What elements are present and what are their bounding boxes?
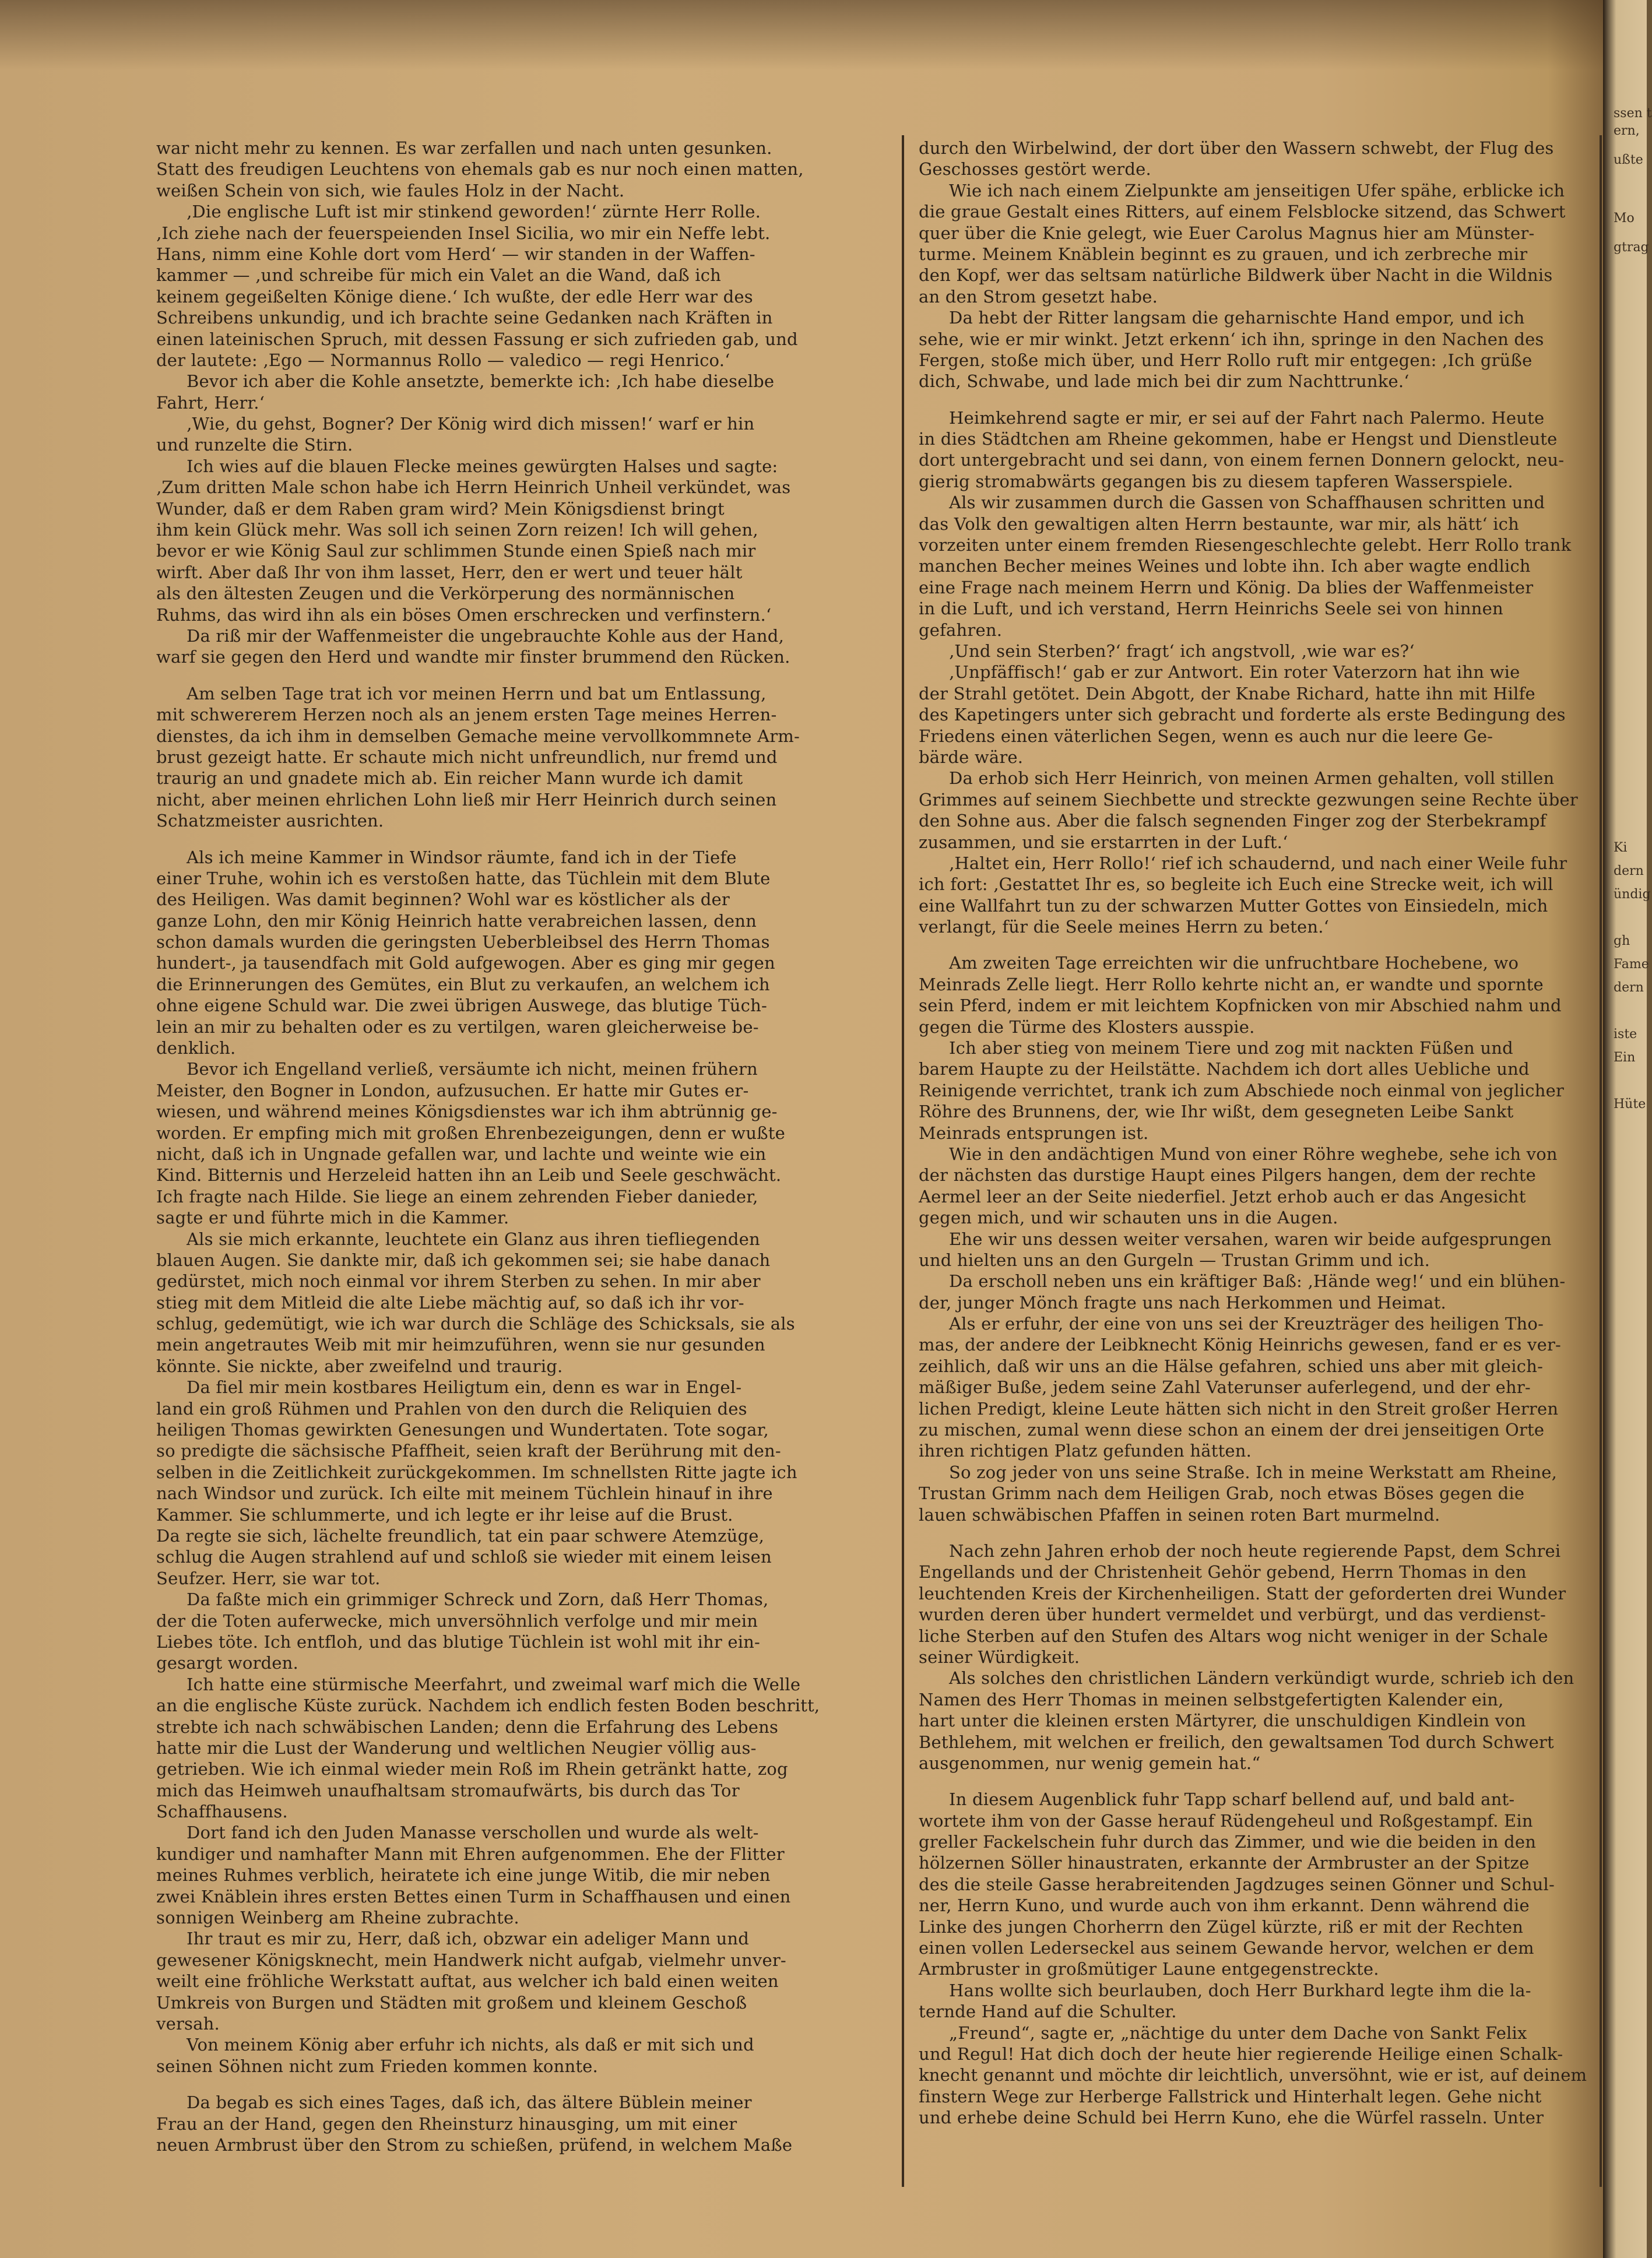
text-line: so predigte die sächsische Pfaffheit, seien kraft der Berührung mit den- [156, 1441, 781, 1461]
text-line: Armbruster in großmütiger Laune entgegenstreckte. [919, 1959, 1379, 1979]
text-line: denklich. [156, 1038, 236, 1058]
text-line: mäßiger Buße, jedem seine Zahl Vaterunser auferlegend, und der ehr- [919, 1377, 1531, 1398]
text-line: Kind. Bitternis und Herzeleid hatten ihn an Leib und Seele geschwächt. [156, 1165, 782, 1186]
text-line: hölzernen Söller hinaustraten, erkannte der Armbruster an der Spitze [919, 1853, 1530, 1873]
text-line: ‚Und sein Sterben?‘ fragt‘ ich angstvoll, ‚wie war es?‘ [949, 641, 1415, 661]
text-line: sehe, wie er mir winkt. Jetzt erkenn‘ ich ihn, springe in den Nachen des [919, 329, 1544, 349]
text-line: Da fiel mir mein kostbares Heiligtum ein, denn es war in Engel- [187, 1377, 742, 1398]
text-line: selben in die Zeitlichkeit zurückgekommen. Im schnellsten Ritte jagte ich [156, 1462, 797, 1482]
text-line: Ruhms, das wird ihn als ein böses Omen erschrecken und verfinstern.‘ [156, 604, 772, 625]
text-line: Wie ich nach einem Zielpunkte am jenseitigen Ufer spähe, erblicke ich [949, 180, 1565, 201]
text-line: gedürstet, mich noch einmal vor ihrem Sterben zu sehen. In mir aber [156, 1271, 761, 1292]
adjacent-page-fragment: gtrag [1614, 240, 1649, 255]
text-line: der, junger Mönch fragte uns nach Herkommen und Heimat. [919, 1292, 1446, 1313]
text-line: hart unter die kleinen ersten Märtyrer, die unschuldigen Kindlein von [919, 1711, 1526, 1731]
text-line: durch den Wirbelwind, der dort über den Wassern schwebt, der Flug des [919, 138, 1554, 158]
text-line: Grimmes auf seinem Siechbette und streckte gezwungen seine Rechte über [919, 789, 1578, 810]
text-line: Heimkehrend sagte er mir, er sei auf der Fahrt nach Palermo. Heute [949, 407, 1545, 428]
paragraph [156, 1928, 892, 2034]
text-line: einen vollen Lederseckel aus seinem Gewande hervor, welchen er dem [919, 1938, 1534, 1958]
text-line: barem Haupte zu der Heilstätte. Nachdem ich dort alles Uebliche und [919, 1059, 1530, 1079]
paragraph [156, 625, 892, 668]
text-line: zwei Knäblein ihres ersten Bettes einen Turm in Schaffhausen und einen [156, 1886, 791, 1907]
text-line: vorzeiten unter einem fremden Riesengeschlechte gelebt. Herr Rollo trank [919, 535, 1572, 555]
text-line: ternde Hand auf die Schulter. [919, 2002, 1177, 2022]
text-line: neuen Armbrust über den Strom zu schießen, prüfend, in welchem Maße [156, 2134, 793, 2155]
right-text-column [919, 138, 1595, 2189]
text-line: Von meinem König aber erfuhr ich nichts, als daß er mit sich und [187, 2035, 754, 2055]
text-line: einen lateinischen Spruch, mit dessen Fassung er sich zufrieden gab, und [156, 329, 798, 349]
adjacent-page-fragment: ern, [1614, 124, 1640, 138]
text-line: Schreibens unkundig, und ich brachte seine Gedanken nach Kräften in [156, 308, 773, 328]
text-line: hatte mir die Lust der Wanderung und weltlichen Neugier völlig aus- [156, 1738, 757, 1758]
text-line: mein angetrautes Weib mit mir heimzuführen, wenn sie nur gesunden [156, 1335, 765, 1355]
adjacent-page-fragment: iste [1614, 1027, 1637, 1042]
paragraph [919, 1462, 1595, 1525]
text-line: Ich hatte eine stürmische Meerfahrt, und zweimal warf mich die Welle [187, 1674, 801, 1694]
text-line: manchen Becher meines Weines und lobte ihn. Ich aber wagte endlich [919, 556, 1531, 576]
text-line: finstern Wege zur Herberge Fallstrick und Hinterhalt legen. Gehe nicht [919, 2086, 1542, 2106]
text-line: Meinrads entsprungen ist. [919, 1123, 1149, 1143]
text-line: In diesem Augenblick fuhr Tapp scharf bellend auf, und bald ant- [949, 1789, 1515, 1810]
text-line: Reinigende verrichtet, trank ich zum Abschiede noch einmal von jeglicher [919, 1080, 1565, 1100]
paragraph [919, 307, 1595, 392]
paragraph [919, 853, 1595, 938]
paragraph [919, 641, 1595, 662]
paragraph [156, 2034, 892, 2077]
text-line: und erhebe deine Schuld bei Herrn Kuno, ehe die Würfel rasseln. Unter [919, 2108, 1544, 2128]
text-line: keinem gegeißelten Könige diene.‘ Ich wußte, der edle Herr war des [156, 286, 753, 307]
text-line: Da erhob sich Herr Heinrich, von meinen Armen gehalten, voll stillen [949, 768, 1555, 789]
text-line: gewesener Königsknecht, mein Handwerk nicht aufgab, vielmehr unver- [156, 1950, 786, 1970]
text-line: Friedens einen väterlichen Segen, wenn es auch nur die leere Ge- [919, 726, 1493, 746]
paragraph [919, 407, 1595, 493]
paragraph [919, 1313, 1595, 1462]
text-line: ‚Unpfäffisch!‘ gab er zur Antwort. Ein roter Vaterzorn hat ihn wie [949, 662, 1520, 683]
text-line: gesargt worden. [156, 1653, 298, 1673]
text-line: nicht, aber meinen ehrlichen Lohn ließ mir Herr Heinrich durch seinen [156, 789, 777, 810]
text-line: gegen mich, und wir schauten uns in die Augen. [919, 1208, 1338, 1228]
text-line: gierig stromabwärts gegangen bis zu diesem tapferen Wasserspiele. [919, 471, 1513, 491]
adjacent-page-edge [1603, 0, 1652, 2258]
text-line: verlangt, für die Seele meines Herrn zu beten.‘ [919, 917, 1330, 937]
text-line: Statt des freudigen Leuchtens von ehemals gab es nur noch einen matten, [156, 159, 804, 180]
text-line: mas, der andere der Leibknecht König Heinrichs gewesen, fand er es ver- [919, 1335, 1562, 1355]
text-line: Ich wies auf die blauen Flecke meines gewürgten Halses und sagte: [187, 456, 778, 476]
text-line: sein Pferd, indem er mit leichtem Kopfnicken von mir Abschied nahm und [919, 996, 1562, 1016]
paragraph [156, 1822, 892, 1928]
text-line: Bethlehem, mit welchen er freilich, den gewaltsamen Tod durch Schwert [919, 1732, 1554, 1752]
text-line: ‚Haltet ein, Herr Rollo!‘ rief ich schaudernd, und nach einer Weile fuhr [949, 853, 1567, 873]
text-line: strebte ich nach schwäbischen Landen; denn die Erfahrung des Lebens [156, 1717, 779, 1737]
text-line: den Sohne aus. Aber die falsch segnenden Finger zog der Sterbekrampf [919, 811, 1546, 831]
paragraph [919, 1271, 1595, 1313]
text-line: heiligen Thomas gewirkten Genesungen und Wundertaten. Tote sogar, [156, 1420, 769, 1440]
paragraph [156, 1674, 892, 1823]
text-line: Kammer. Sie schlummerte, und ich legte er ihr leise auf die Brust. [156, 1504, 733, 1525]
text-line: Aermel leer an der Seite niederfiel. Jetzt erhob auch er das Angesicht [919, 1186, 1526, 1207]
text-line: Ehe wir uns dessen weiter versahen, waren wir beide aufgesprungen [949, 1229, 1552, 1249]
paragraph-gap [919, 937, 1595, 952]
paragraph [919, 1229, 1595, 1271]
paragraph-gap [919, 1774, 1595, 1789]
paragraph [156, 1058, 892, 1228]
text-line: land ein groß Rühmen und Prahlen von den durch die Reliquien des [156, 1398, 747, 1419]
text-line: ohne eigene Schuld war. Die zwei übrigen Auswege, das blutige Tüch- [156, 996, 767, 1016]
text-line: der Strahl getötet. Dein Abgott, der Knabe Richard, hatte ihn mit Hilfe [919, 683, 1535, 704]
text-line: Ihr traut es mir zu, Herr, daß ich, obzwar ein adeliger Mann und [187, 1929, 750, 1949]
text-line: weißen Schein von sich, wie faules Holz in der Nacht. [156, 180, 625, 201]
text-line: Da hebt der Ritter langsam die geharnischte Hand empor, und ich [949, 308, 1525, 328]
text-line: wirft. Aber daß Ihr von ihm lasset, Herr, den er wert und teuer hält [156, 562, 743, 582]
text-line: ner, Herrn Kuno, und wurde auch von ihm erkannt. Denn während die [919, 1895, 1530, 1916]
text-line: So zog jeder von uns seine Straße. Ich in meine Werkstatt am Rheine, [949, 1462, 1558, 1482]
adjacent-page-fragment: gh [1614, 934, 1630, 948]
text-line: mich das Heimweh unaufhaltsam stromaufwärts, bis durch das Tor [156, 1780, 740, 1800]
text-line: der lautete: ‚Ego — Normannus Rollo — valedico — regi Henrico.‘ [156, 350, 730, 370]
text-line: und Regul! Hat dich doch der heute hier regierende Heilige einen Schalk- [919, 2044, 1563, 2064]
text-line: Fahrt, Herr.‘ [156, 392, 265, 413]
text-line: Am zweiten Tage erreichten wir die unfruchtbare Hochebene, wo [949, 953, 1519, 973]
text-line: Meinrads Zelle liegt. Herr Rollo kehrte nicht an, er wandte und spornte [919, 974, 1544, 994]
adjacent-page-fragment: Hüte [1614, 1097, 1646, 1112]
paragraph [919, 1540, 1595, 1668]
paragraph [156, 456, 892, 625]
text-line: Da riß mir der Waffenmeister die ungebrauchte Kohle aus der Hand, [187, 625, 784, 646]
text-line: blauen Augen. Sie dankte mir, daß ich gekommen sei; sie habe danach [156, 1250, 771, 1270]
left-text-column [156, 138, 892, 2189]
text-line: weilt eine fröhliche Werkstatt auftat, aus welcher ich bald einen weiten [156, 1971, 779, 1992]
paragraph [919, 1789, 1595, 1980]
text-line: schon damals wurden die geringsten Ueberbleibsel des Herrn Thomas [156, 932, 770, 952]
text-line: Namen des Herr Thomas in meinen selbstgefertigten Kalender ein, [919, 1689, 1504, 1710]
paragraph [919, 1037, 1595, 1144]
text-line: könnte. Sie nickte, aber zweifelnd und traurig. [156, 1356, 563, 1376]
paragraph [919, 180, 1595, 307]
text-line: Fergen, stoße mich über, und Herr Rollo ruft mir entgegen: ‚Ich grüße [919, 350, 1533, 370]
text-line: ‚Wie, du gehst, Bogner? Der König wird dich missen!‘ warf er hin [187, 414, 755, 434]
paragraph [919, 1668, 1595, 1774]
paragraph [156, 847, 892, 1059]
top-edge-shadow [0, 0, 1647, 70]
text-line: des Kapetingers unter sich gebracht und forderte als erste Bedingung des [919, 705, 1566, 725]
text-line: kammer — ‚und schreibe für mich ein Valet an die Wand, daß ich [156, 265, 722, 286]
paragraph [919, 1980, 1595, 2023]
text-line: leuchtenden Kreis der Kirchenheiligen. Statt der geforderten drei Wunder [919, 1583, 1566, 1603]
paragraph [919, 492, 1595, 641]
text-line: seiner Würdigkeit. [919, 1647, 1080, 1667]
adjacent-page-fragment: dern [1614, 864, 1644, 878]
paragraph [156, 683, 892, 832]
text-line: Bevor ich aber die Kohle ansetzte, bemerkte ich: ‚Ich habe dieselbe [187, 371, 775, 392]
text-line: Seufzer. Herr, sie war tot. [156, 1568, 381, 1588]
paragraph [919, 138, 1595, 180]
paragraph [156, 2092, 892, 2155]
adjacent-page-fragment: ündig [1614, 887, 1651, 902]
text-line: Wie in den andächtigen Mund von einer Röhre weghebe, sehe ich von [949, 1144, 1558, 1164]
text-line: Da erscholl neben uns ein kräftiger Baß: ‚Hände weg!‘ und ein blühen- [949, 1271, 1566, 1292]
text-line: turme. Meinem Knäblein beginnt es zu grauen, und ich zerbreche mir [919, 244, 1528, 264]
paragraph [919, 1144, 1595, 1229]
text-line: Als wir zusammen durch die Gassen von Schaffhausen schritten und [949, 493, 1545, 513]
text-line: meines Ruhmes verblich, heiratete ich eine junge Witib, die mir neben [156, 1865, 771, 1886]
text-line: knecht genannt und möchte dir leichtlich, unversöhnt, wie er ist, auf deinem [919, 2065, 1587, 2085]
text-line: die Erinnerungen des Gemütes, ein Blut zu verkaufen, an welchem ich [156, 974, 770, 994]
text-line: getrieben. Wie ich einmal wieder mein Roß im Rhein getränkt hatte, zog [156, 1759, 788, 1779]
text-line: ‚Ich ziehe nach der feuerspeienden Insel Sicilia, wo mir ein Neffe lebt. [156, 223, 771, 243]
text-line: Wunder, daß er dem Raben gram wird? Mein Königsdienst bringt [156, 498, 725, 519]
text-line: eine Wallfahrt tun zu der schwarzen Mutter Gottes von Einsiedeln, mich [919, 895, 1548, 916]
text-line: versah. [156, 2013, 220, 2034]
text-line: als den ältesten Zeugen und die Verkörperung des normännischen [156, 583, 735, 604]
text-line: einer Truhe, wohin ich es verstoßen hatte, das Tüchlein mit dem Blute [156, 868, 771, 888]
paragraph-gap [919, 1525, 1595, 1540]
column-divider-rule [902, 135, 904, 2187]
text-line: Ich fragte nach Hilde. Sie liege an einem zehrenden Fieber danieder, [156, 1186, 758, 1207]
text-line: dienstes, da ich ihm in demselben Gemache meine vervollkommnete Arm- [156, 726, 800, 746]
text-line: Da begab es sich eines Tages, daß ich, das ältere Büblein meiner [187, 2092, 752, 2113]
text-line: Hans wollte sich beurlauben, doch Herr Burkhard legte ihm die la- [949, 1980, 1531, 2000]
paragraph-gap [156, 668, 892, 683]
text-line: Als ich meine Kammer in Windsor räumte, fand ich in der Tiefe [187, 847, 737, 867]
adjacent-page-fragment: Ein [1614, 1050, 1636, 1065]
text-line: Frau an der Hand, gegen den Rheinsturz hinausging, um mit einer [156, 2113, 737, 2134]
text-line: zusammen, und sie erstarrten in der Luft.‘ [919, 832, 1288, 852]
text-line: in die Luft, und ich verstand, Herrn Heinrichs Seele sei von hinnen [919, 599, 1503, 619]
adjacent-page-fragment: Fame [1614, 957, 1649, 972]
text-line: Ich aber stieg von meinem Tiere und zog mit nackten Füßen und [949, 1038, 1513, 1058]
text-line: schlug die Augen strahlend auf und schloß sie wieder mit einem leisen [156, 1547, 772, 1567]
text-line: ganze Lohn, den mir König Heinrich hatte verabreichen lassen, denn [156, 910, 757, 931]
paragraph [156, 138, 892, 201]
paragraph [156, 413, 892, 456]
text-line: Trustan Grimm nach dem Heiligen Grab, noch etwas Böses gegen die [919, 1483, 1525, 1504]
text-line: ich fort: ‚Gestattet Ihr es, so begleite ich Euch eine Strecke weit, ich will [919, 874, 1553, 895]
text-line: „Freund“, sagte er, „nächtige du unter dem Dache von Sankt Felix [949, 2023, 1527, 2043]
adjacent-page-fragment: ssen t [1614, 106, 1652, 121]
paragraph [156, 1377, 892, 1589]
text-line: Am selben Tage trat ich vor meinen Herrn und bat um Entlassung, [187, 683, 767, 704]
text-line: quer über die Knie gelegt, wie Euer Carolus Magnus hier am Münster- [919, 223, 1535, 243]
text-line: dort untergebracht und sei dann, von einem fernen Donnern gelockt, neu- [919, 450, 1565, 470]
text-line: bärde wäre. [919, 747, 1024, 767]
text-line: und hielten uns an den Gurgeln — Trustan Grimm und ich. [919, 1250, 1430, 1270]
text-line: dich, Schwabe, und lade mich bei dir zum Nachttrunke.‘ [919, 371, 1410, 392]
text-line: gegen die Türme des Klosters ausspie. [919, 1017, 1255, 1037]
text-line: wortete ihm von der Gasse herauf Rüdengeheul und Roßgestampf. Ein [919, 1810, 1533, 1831]
text-line: Hans, nimm eine Kohle dort vom Herd‘ — wir standen in der Waffen- [156, 244, 755, 264]
text-line: an die englische Küste zurück. Nachdem ich endlich festen Boden beschritt, [156, 1696, 820, 1716]
text-line: Meister, den Bogner in London, aufzusuchen. Er hatte mir Gutes er- [156, 1080, 749, 1100]
text-line: liche Sterben auf den Stufen des Altars wog nicht weniger in der Schale [919, 1626, 1548, 1646]
text-line: lauen schwäbischen Pfaffen in seinen roten Bart murmelnd. [919, 1504, 1440, 1525]
text-line: Schaffhausens. [156, 1802, 288, 1822]
text-line: Als solches den christlichen Ländern verkündigt wurde, schrieb ich den [949, 1668, 1574, 1689]
paragraph [156, 1589, 892, 1674]
text-line: Da faßte mich ein grimmiger Schreck und Zorn, daß Herr Thomas, [187, 1589, 769, 1610]
text-line: wurden deren über hundert vermeldet und verbürgt, und das verdienst- [919, 1605, 1546, 1625]
text-line: war nicht mehr zu kennen. Es war zerfallen und nach unten gesunken. [156, 138, 772, 158]
text-line: Als er erfuhr, der eine von uns sei der Kreuzträger des heiligen Tho- [949, 1314, 1544, 1334]
text-line: ausgenommen, nur wenig gemein hat.“ [919, 1753, 1261, 1773]
text-line: Umkreis von Burgen und Städten mit großem und kleinem Geschoß [156, 1992, 747, 2013]
text-line: seinen Söhnen nicht zum Frieden kommen konnte. [156, 2056, 598, 2076]
text-line: greller Fackelschein fuhr durch das Zimmer, und wie die beiden in den [919, 1832, 1537, 1852]
text-line: Da regte sie sich, lächelte freundlich, tat ein paar schwere Atemzüge, [156, 1526, 765, 1546]
text-line: und runzelte die Stirn. [156, 435, 353, 455]
text-line: brust gezeigt hatte. Er schaute mich nicht unfreundlich, nur fremd und [156, 747, 778, 767]
text-line: Nach zehn Jahren erhob der noch heute regierende Papst, dem Schrei [949, 1541, 1561, 1561]
text-line: den Kopf, wer das seltsam natürliche Bildwerk über Nacht in die Wildnis [919, 265, 1553, 286]
text-line: an den Strom gesetzt habe. [919, 286, 1158, 307]
paragraph-gap [156, 832, 892, 847]
text-line: die graue Gestalt eines Ritters, auf einem Felsblocke sitzend, das Schwert [919, 202, 1566, 222]
text-line: schlug, gedemütigt, wie ich war durch die Schläge des Schicksals, sie als [156, 1314, 795, 1334]
paragraph-gap [156, 2077, 892, 2092]
text-line: stieg mit dem Mitleid die alte Liebe mächtig auf, so daß ich ihr vor- [156, 1292, 744, 1313]
text-line: Engellands und der Christenheit Gehör gebend, Herrn Thomas in den [919, 1562, 1527, 1582]
paragraph-gap [919, 392, 1595, 407]
right-edge-rule [1600, 135, 1602, 2187]
text-line: eine Frage nach meinem Herrn und König. Da blies der Waffenmeister [919, 577, 1534, 597]
adjacent-page-fragment: ußte [1614, 153, 1643, 167]
paragraph [919, 952, 1595, 1037]
text-line: zu mischen, zumal wenn diese schon an einem der drei jenseitigen Orte [919, 1420, 1545, 1440]
paragraph [156, 371, 892, 413]
text-line: gefahren. [919, 620, 1003, 640]
text-line: worden. Er empfing mich mit großen Ehrenbezeigungen, denn er wußte [156, 1123, 785, 1143]
text-line: ‚Die englische Luft ist mir stinkend geworden!‘ zürnte Herr Rolle. [187, 202, 761, 222]
text-line: Bevor ich Engelland verließ, versäumte ich nicht, meinen frühern [187, 1059, 758, 1079]
text-line: Röhre des Brunnens, der, wie Ihr wißt, dem gesegneten Leibe Sankt [919, 1102, 1514, 1122]
text-line: in dies Städtchen am Rheine gekommen, habe er Hengst und Dienstleute [919, 429, 1558, 449]
text-line: Liebes töte. Ich entfloh, und das blutige Tüchlein ist wohl mit ihr ein- [156, 1631, 761, 1652]
paragraph [156, 201, 892, 371]
text-line: Als sie mich erkannte, leuchtete ein Glanz aus ihren tiefliegenden [187, 1229, 760, 1249]
text-line: ihm kein Glück mehr. Was soll ich seinen Zorn reizen! Ich will gehen, [156, 520, 758, 540]
text-line: nicht, daß ich in Ungnade gefallen war, und lachte und weinte wie ein [156, 1144, 767, 1164]
text-line: das Volk den gewaltigen alten Herrn bestaunte, war mir, als hätt‘ ich [919, 513, 1520, 534]
text-line: ‚Zum dritten Male schon habe ich Herrn Heinrich Unheil verkündet, was [156, 477, 791, 498]
paragraph [919, 768, 1595, 853]
text-line: zeihlich, daß wir uns an die Hälse gefahren, schied uns aber mit gleich- [919, 1356, 1544, 1376]
paragraph [156, 1229, 892, 1377]
text-line: hundert-, ja tausendfach mit Gold aufgewogen. Aber es ging mir gegen [156, 953, 775, 973]
text-line: des Heiligen. Was damit beginnen? Wohl war es köstlicher als der [156, 889, 730, 910]
text-line: der nächsten das durstige Haupt eines Pilgers hangen, dem der rechte [919, 1165, 1537, 1186]
text-line: kundiger und namhafter Mann mit Ehren aufgenommen. Ehe der Flitter [156, 1844, 785, 1864]
adjacent-page-fragment: Ki [1614, 840, 1628, 855]
text-line: mit schwererem Herzen noch als an jenem ersten Tage meines Herren- [156, 705, 777, 725]
text-line: Schatzmeister ausrichten. [156, 811, 384, 831]
text-line: sonnigen Weinberg am Rheine zubrachte. [156, 1908, 519, 1928]
text-line: Geschosses gestört werde. [919, 159, 1151, 180]
adjacent-page-fragment: dern [1614, 980, 1644, 995]
text-line: nach Windsor und zurück. Ich eilte mit meinem Tüchlein hinauf in ihre [156, 1483, 773, 1504]
paragraph [919, 662, 1595, 768]
text-line: wiesen, und während meines Königsdienstes war ich ihm abtrünnig ge- [156, 1102, 778, 1122]
text-line: warf sie gegen den Herd und wandte mir finster brummend den Rücken. [156, 647, 790, 667]
paragraph [919, 2023, 1595, 2129]
text-line: ihren richtigen Platz gefunden hätten. [919, 1441, 1252, 1461]
text-line: der die Toten auferwecke, mich unversöhnlich verfolge und mir mein [156, 1610, 758, 1631]
text-line: sagte er und führte mich in die Kammer. [156, 1208, 509, 1228]
text-line: lichen Predigt, kleine Leute hätten sich nicht in den Streit großer Herren [919, 1398, 1559, 1419]
text-line: des die steile Gasse herabreitenden Jagdzuges seinen Gönner und Schul- [919, 1874, 1555, 1894]
text-line: traurig an und gnadete mich ab. Ein reicher Mann wurde ich damit [156, 768, 743, 789]
text-line: Linke des jungen Chorherrn den Zügel kürzte, riß er mit der Rechten [919, 1916, 1524, 1937]
text-line: lein an mir zu behalten oder es zu vertilgen, waren gleicherweise be- [156, 1017, 759, 1037]
adjacent-page-fragment: Mo [1614, 211, 1635, 226]
text-line: bevor er wie König Saul zur schlimmen Stunde einen Spieß nach mir [156, 541, 756, 561]
text-line: Dort fand ich den Juden Manasse verschollen und wurde als welt- [187, 1823, 759, 1843]
